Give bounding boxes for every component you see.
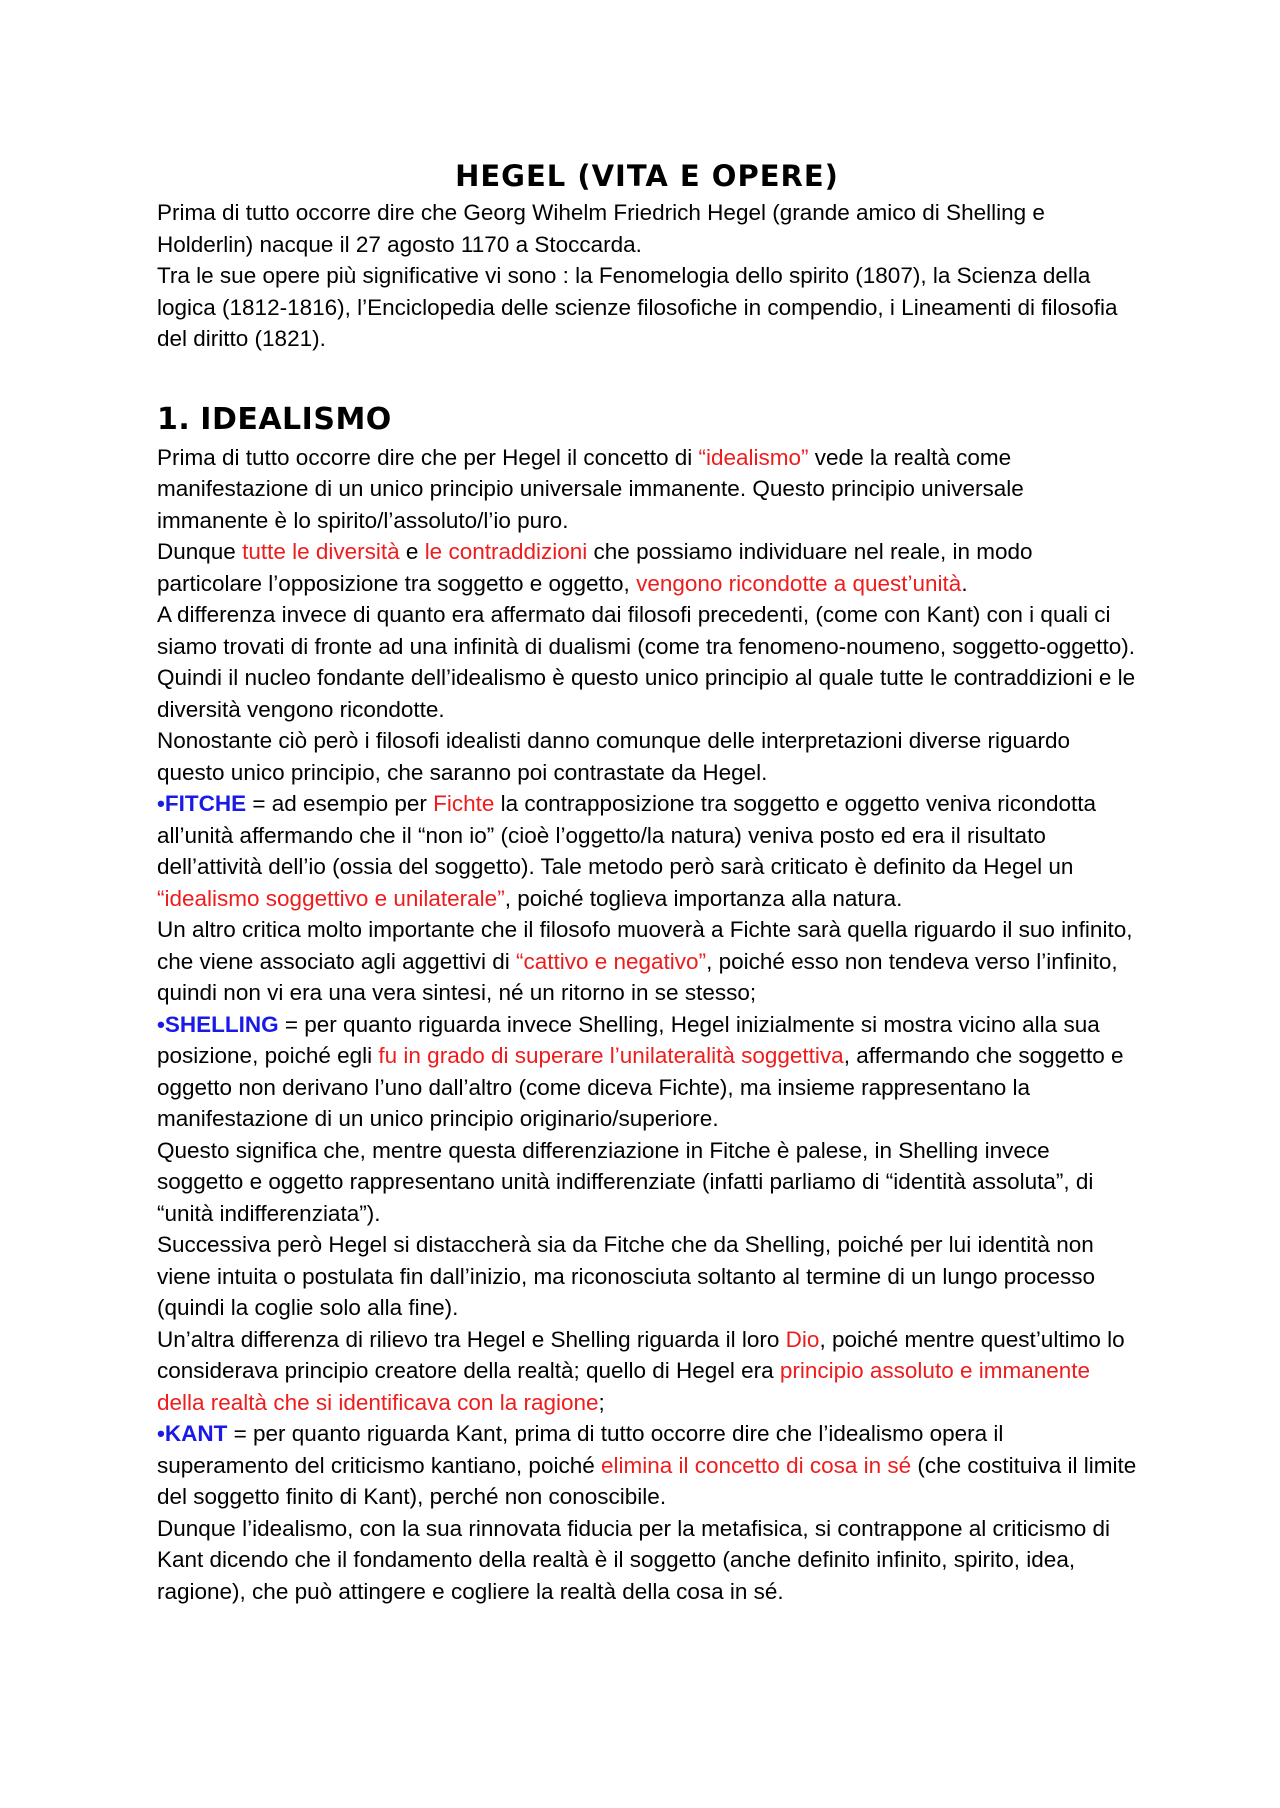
- text-run: la contrapposizione tra soggetto e oggetto veniva ricondotta all’unità affermando che il “non io” (cioè l’oggetto/la natura) veniva posto ed era il risultato dell’attività dell’io (ossia del soggetto). Tale metodo però sarà criticato è definito da Hegel un: [157, 791, 1097, 879]
- text-run: che possiamo individuare nel reale, in modo particolare l’opposizione tra soggetto e oggetto,: [157, 539, 1033, 596]
- paragraph-distacco: Successiva però Hegel si distaccherà sia da Fitche che da Shelling, poiché per lui identità non viene intuita o postulata fin dall’inizio, ma riconosciuta soltanto al termine di un lungo processo (quindi la coglie solo alla fine).: [157, 1232, 1096, 1320]
- paragraph-interpretazioni: Nonostante ciò però i filosofi idealisti danno comunque delle interpretazioni diverse riguardo questo unico principio, che saranno poi contrastate da Hegel.: [157, 728, 1071, 785]
- paragraph-dio: [157, 1324, 1137, 1419]
- section-title: IDEALISMO: [200, 401, 392, 437]
- paragraph-idealismo-definition: [157, 442, 1137, 537]
- highlight-text: principio assoluto e immanente della realtà che si identificava con la ragione: [157, 1358, 1091, 1415]
- highlight-text: Dio: [785, 1326, 820, 1352]
- paragraph-critica-fichte: [157, 914, 1137, 1009]
- text-run: = per quanto riguarda Kant, prima di tutto occorre dire che l’idealismo opera il superamento del criticismo kantiano, poiché: [157, 1421, 1004, 1478]
- text-run: = ad esempio per: [246, 791, 434, 816]
- highlight-text: “idealismo soggettivo e unilaterale”: [157, 885, 505, 911]
- text-run: Prima di tutto occorre dire che per Hegel il concetto di: [157, 444, 699, 470]
- text-run: vede la realtà come manifestazione di un unico principio universale immanente. Questo principio universale immanente è lo spirito/l’assoluto/l’io puro.: [157, 444, 1024, 533]
- paragraph-nucleo: Quindi il nucleo fondante dell’idealismo è questo unico principio al quale tutte le contraddizioni e le diversità vengono ricondotte.: [157, 665, 1136, 722]
- bullet-label-kant: •KANT: [157, 1421, 228, 1446]
- highlight-text: vengono ricondotte a quest’unità: [636, 570, 962, 596]
- paragraph-conclusione: Dunque l’idealismo, con la sua rinnovata fiducia per la metafisica, si contrappone al criticismo di Kant dicendo che il fondamento della realtà è il soggetto (anche definito infinito, spirito, idea, ragione), che può attingere e cogliere la realtà della cosa in sé.: [157, 1515, 1110, 1604]
- text-run: Un’altra differenza di rilievo tra Hegel e Shelling riguarda il loro: [157, 1326, 786, 1352]
- paragraph-diversita: [157, 536, 1137, 599]
- text-run: Un altro critica molto importante che il filosofo muoverà a Fichte sarà quella riguardo il suo infinito, che viene associato agli aggettivi di: [157, 917, 1133, 974]
- text-run: ;: [598, 1389, 605, 1415]
- paragraph-fichte: [157, 788, 1137, 914]
- text-run: = per quanto riguarda invece Shelling, Hegel inizialmente si mostra vicino alla sua posizione, poiché egli: [157, 1011, 1100, 1068]
- bullet-label-fichte: •FITCHE: [157, 791, 247, 816]
- section-heading-idealismo: [157, 398, 1137, 442]
- paragraph-differenziazione: Questo significa che, mentre questa differenziazione in Fitche è palese, in Shelling invece soggetto e oggetto rappresentano unità indifferenziate (infatti parliamo di “identità assoluta”, di “unità indifferenziata”).: [157, 1137, 1094, 1226]
- highlight-text: fu in grado di superare l’unilateralità soggettiva: [378, 1043, 844, 1068]
- paragraph-shelling: [157, 1009, 1137, 1135]
- text-run: , poiché toglieva importanza alla natura.: [504, 885, 903, 911]
- paragraph-kant: [157, 1418, 1137, 1513]
- text-run: .: [961, 570, 968, 596]
- paragraph-differenza: A differenza invece di quanto era affermato dai filosofi precedenti, (come con Kant) con i quali ci siamo trovati di fronte ad una infinità di dualismi (come tra fenomeno-noumeno, soggetto-oggetto).: [157, 602, 1136, 659]
- bullet-label-shelling: •SHELLING: [157, 1011, 279, 1037]
- section-number: 1.: [157, 401, 191, 437]
- document-title: HEGEL (VITA E OPERE): [455, 159, 839, 193]
- highlight-text: “cattivo e negativo”: [515, 948, 707, 974]
- text-run: e: [399, 539, 425, 564]
- highlight-text: le contraddizioni: [424, 539, 588, 564]
- text-run: , poiché esso non tendeva verso l’infinito, quindi non vi era una vera sintesi, né un ritorno in se stesso;: [157, 948, 1118, 1005]
- intro-paragraph-1: Prima di tutto occorre dire che Georg Wihelm Friedrich Hegel (grande amico di Shelling e Holderlin) nacque il 27 agosto 1170 a Stoccarda.: [157, 200, 1045, 257]
- intro-paragraph-2: Tra le sue opere più significative vi sono : la Fenomelogia dello spirito (1807), la Scienza della logica (1812-1816), l’Enciclopedia delle scienze filosofiche in compendio, i Lineamenti di filosofia del diritto (1821).: [157, 263, 1118, 351]
- text-run: , poiché mentre quest’ultimo lo considerava principio creatore della realtà; quello di Hegel era: [157, 1326, 1125, 1383]
- highlight-text: “idealismo”: [698, 444, 809, 470]
- text-run: Dunque: [157, 539, 243, 564]
- highlight-text: Fichte: [433, 791, 495, 816]
- highlight-text: tutte le diversità: [242, 539, 400, 564]
- text-run: , affermando che soggetto e oggetto non derivano l’uno dall’altro (come diceva Fichte), ma insieme rappresentano la manifestazione di un unico principio originario/superiore.: [157, 1043, 1124, 1131]
- document-body: [157, 155, 1137, 1607]
- text-run: (che costituiva il limite del soggetto finito di Kant), perché non conoscibile.: [157, 1452, 1137, 1509]
- highlight-text: elimina il concetto di cosa in sé: [600, 1452, 912, 1478]
